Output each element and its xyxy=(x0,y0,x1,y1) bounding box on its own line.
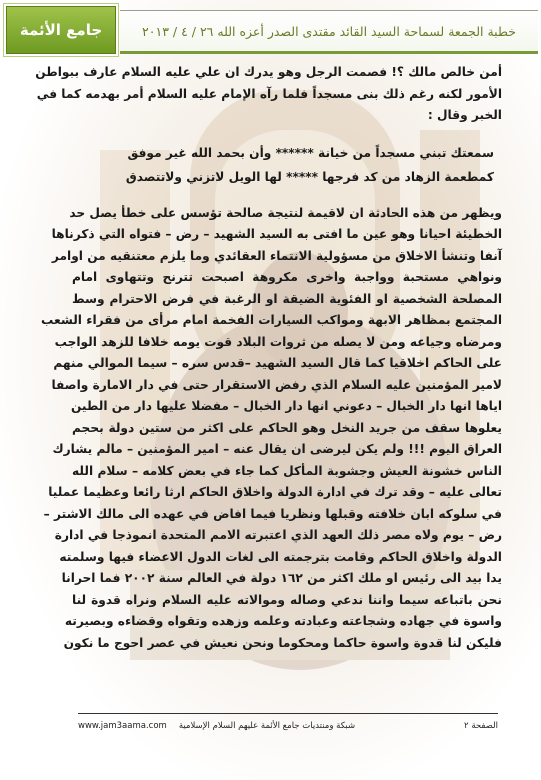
text-line: تعالى عليه – وقد ترك في ادارة الدولة واخلاق الحاكم ارثا رائعا وعظيما عمليا xyxy=(48,485,502,499)
text-line: ونواهي مستحبة وواجبة واخرى مكروهة اصبحت تترنح وتتهاوى امام xyxy=(72,270,502,284)
text-line: يعلوها سقف من جريد النخل وهو الحاكم على اكثر من ستين دولة بحجم xyxy=(72,420,502,435)
text-line: رض – يوم ولاه مصر ذلك العهد الذي اعتبرته الامم المتحدة انموذجا في ادارة xyxy=(54,528,502,542)
site-logo xyxy=(6,6,116,54)
text-line: المجتمع بمظاهر الابهة ومواكب السيارات الفخمة امام مرأى من فقراء الشعب xyxy=(41,313,502,327)
text-line: نحن باتباعه سيما واننا ندعي وصاله وموالاته عليه السلام ونراه قدوة لنا xyxy=(72,592,502,607)
text-line: ومرضاه وجياعه ومن لا يصله من ثروات البلاد قوت يومه خلافا للزهد الواجب xyxy=(54,334,502,349)
text-line: واسوة في جهاده وشجاعته وعبادته وعلمه وزهده وتقواه وقضاءه وبصيرته xyxy=(64,614,502,628)
poem-verse: سمعتك تبني مسجداً من خيانة ****** وأن بحمد الله غير موفق xyxy=(127,145,494,160)
text-line: على الحاكم اخلاقيا كما قال السيد الشهيد –قدس سره – سيما الموالي منهم xyxy=(53,356,502,370)
page-number: الصفحة ٢ xyxy=(464,721,498,731)
text-line: أمن خالص مالك ؟! فصمت الرجل وهو يدرك ان علي عليه السلام عارف ببواطن xyxy=(35,65,502,79)
text-line: ويظهر من هذه الحادثة ان لاقيمة لنتيجة صالحة تؤسس على خطأ يصل حد xyxy=(69,205,502,220)
footer-network-name: شبكة ومنتديات جامع الأئمة عليهم السلام الإسلامية xyxy=(178,721,356,731)
text-line: الأمور لكنه رغم ذلك بنى مسجداً فلما رآه الإمام عليه السلام أمر بهدمه كما في xyxy=(36,86,502,101)
logo-text: جامع الأئمة xyxy=(19,21,103,39)
footer-divider xyxy=(78,713,498,714)
text-line: آنفا وتنشأ الاخلاق من مسؤولية الانتماء العقائدي وما يلزم معتنقيه من اوامر xyxy=(51,248,502,263)
header-title-bar xyxy=(120,10,538,54)
sermon-title: خطبة الجمعة لسماحة السيد القائد مقتدى الصدر أعزه الله ٢٦ / ٤ / ٢٠١٣ xyxy=(142,23,516,39)
text-line: لامير المؤمنين عليه السلام الذي رفض الاستقرار حتى في دار الامارة واصفا xyxy=(51,377,502,392)
footer-source xyxy=(78,721,355,731)
text-line: يدا بيد الى رئيس او ملك اكثر من ١٦٢ دولة في العالم سنة ٢٠٠٢ فما احرانا xyxy=(61,571,502,585)
text-line: في سلوكه ابان خلافته وقبلها ونظريا فيما افاض في عهده الى مالك الاشتر – xyxy=(43,506,502,521)
page-footer xyxy=(78,718,498,734)
text-line: الدولة واخلاق الحاكم وقامت بترجمته الى لغات الدول الاعضاء فيها وسلمته xyxy=(59,549,502,564)
text-line: العراق اليوم !!! ولم يكن ليرضى ان يقال عنه – امير المؤمنين – مالم يشارك xyxy=(52,442,502,456)
text-line: المصلحة الشخصية او الفئوية الضيقة او الرغبة في فرض الاحترام وسط xyxy=(72,291,502,306)
text-line: اياها انها دار الخبال – دعوني انها دار الخبال – مفضلا عليها دار من الطين xyxy=(70,399,502,413)
page-header xyxy=(0,0,541,58)
text-line: الناس خشونة العيش وجشوبة المأكل كما جاء في بعض كلامه – سلام الله xyxy=(72,463,502,478)
poem-verse: كمطعمة الزهاد من كد فرجها ***** لها الويل لاتزني ولاتتصدق xyxy=(125,169,494,184)
text-line: الخطيئة احيانا وهو عين ما افتى به السيد الشهيد – رض – فتواه التي ذكرناها xyxy=(51,227,502,241)
footer-url[interactable]: www.jam3aama.com xyxy=(78,721,167,731)
text-line: فليكن لنا قدوة واسوة حاكما ومحكوما ونحن نعيش في عصر احوج ما نكون xyxy=(63,635,502,650)
article-body xyxy=(35,62,502,654)
text-line: الخبر وقال : xyxy=(427,108,502,122)
